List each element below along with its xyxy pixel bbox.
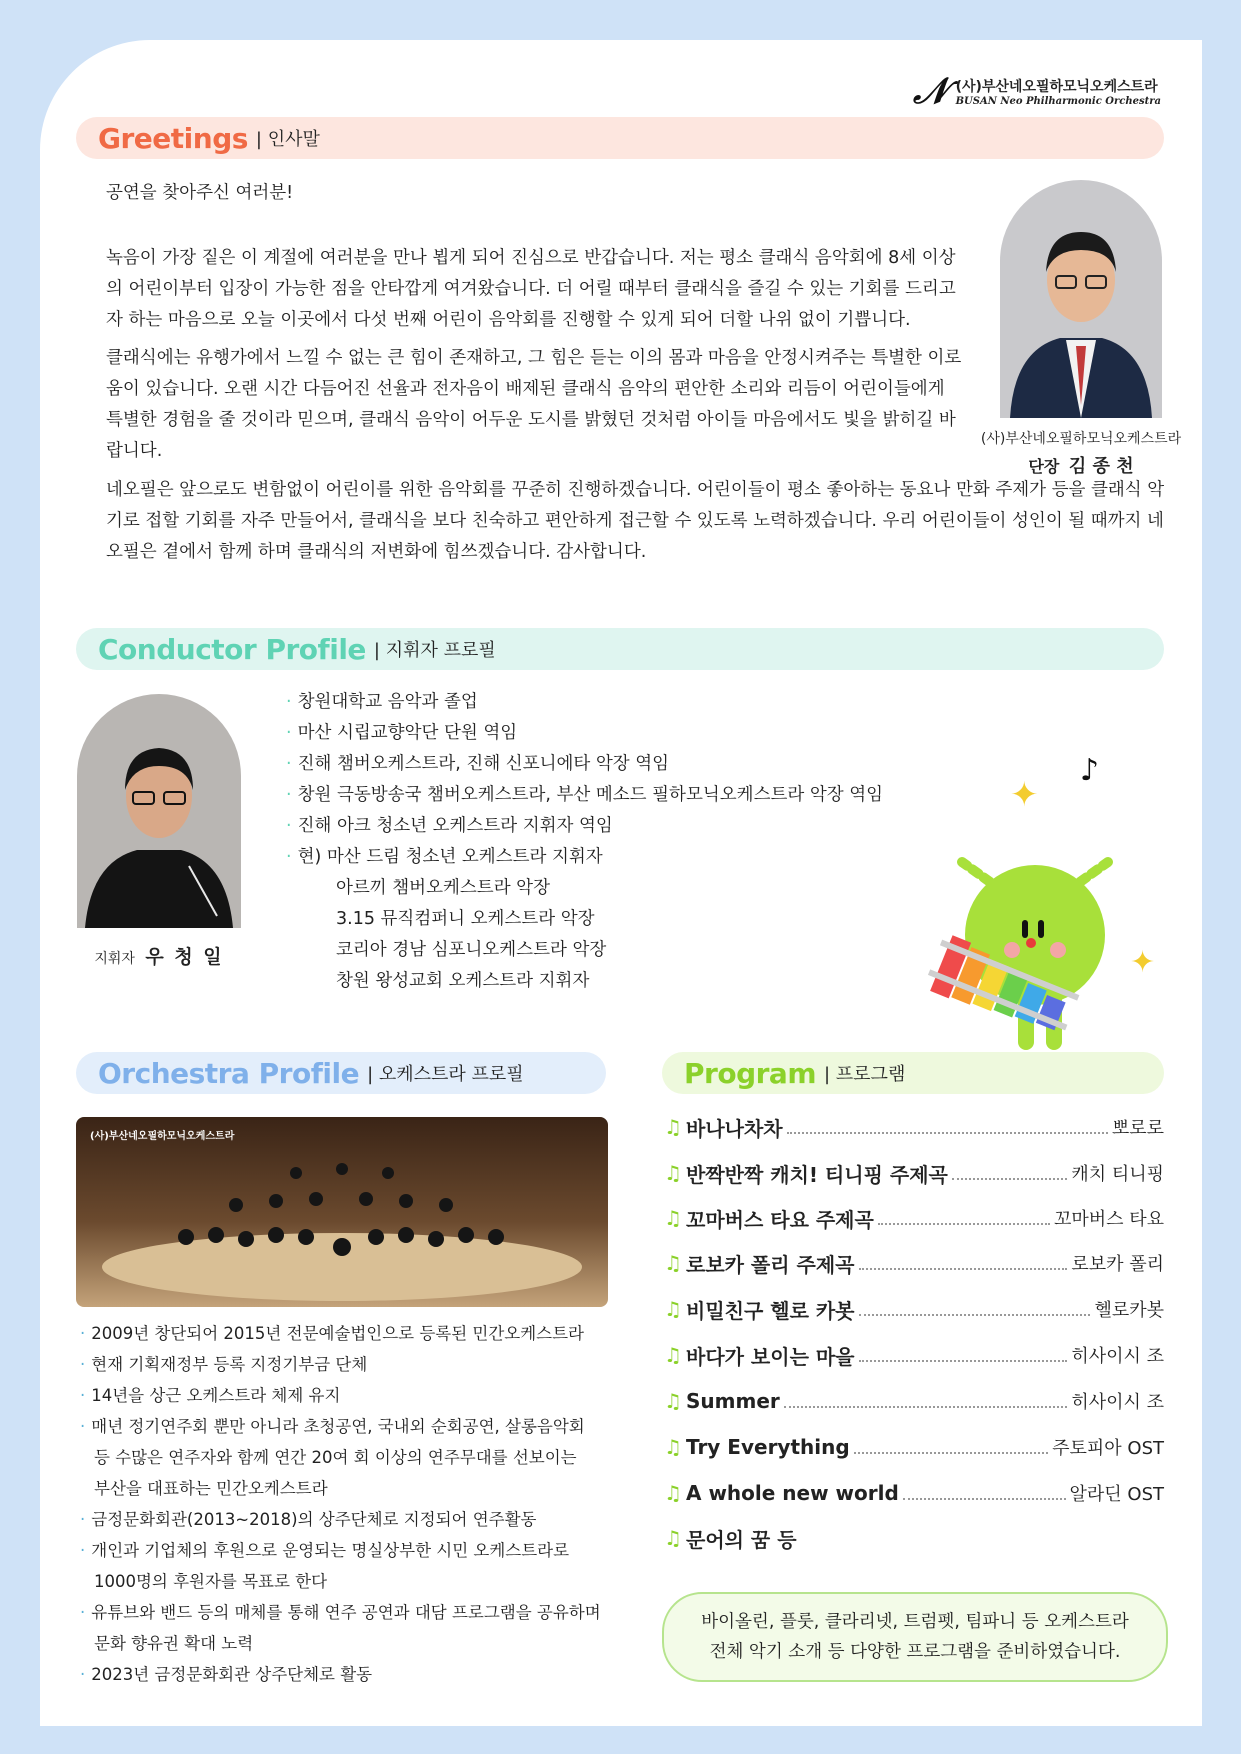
greetings-paragraph-3 [78, 475, 1168, 568]
conductor-title-en: Conductor Profile [98, 632, 366, 666]
program-item: ♫ Summer 히사이시 조 [664, 1389, 1164, 1413]
leader-dots [878, 1223, 1050, 1225]
orchestra-title-ko: | 오케스트라 프로필 [367, 1064, 524, 1085]
program-item: ♫ 비밀친구 헬로 카봇 헬로카봇 [664, 1297, 1164, 1323]
music-note-icon: ♪ [1080, 753, 1100, 788]
greetings-header [76, 117, 1164, 159]
music-note-icon: ♫ [664, 1526, 682, 1550]
sparkle-icon: ✦ [1130, 945, 1156, 980]
music-note-icon: ♫ [664, 1481, 682, 1505]
program-item: ♫ A whole new world 알라딘 OST [664, 1481, 1164, 1505]
program-title-en: Program [684, 1056, 816, 1090]
list-item: · 현재 기획재정부 등록 지정기부금 단체 [80, 1355, 368, 1374]
music-note-icon: ♫ [664, 1161, 682, 1185]
program-item: ♫ 꼬마버스 타요 주제곡 꼬마버스 타요 [664, 1206, 1164, 1232]
orchestra-title-en: Orchestra Profile [98, 1056, 360, 1090]
orchestra-logo [913, 70, 1161, 113]
director-org: (사)부산네오필하모닉오케스트라 [980, 431, 1182, 447]
greetings-paragraph-1 [78, 243, 963, 336]
program-note-line-1: 바이올린, 플룻, 클라리넷, 트럼펫, 팀파니 등 오케스트라 [701, 1612, 1129, 1632]
list-item: 문화 향유권 확대 노력 [94, 1634, 254, 1653]
orchestra-photo [76, 1117, 608, 1307]
greetings-title-en: Greetings [98, 121, 248, 155]
greetings-title-ko: | 인사말 [255, 129, 320, 150]
conductor-caption [77, 942, 241, 969]
leader-dots [859, 1314, 1091, 1316]
salutation-text: 공연을 찾아주신 여러분! [106, 183, 294, 203]
leader-dots [903, 1498, 1066, 1500]
conductor-role: 지휘자 [94, 951, 135, 967]
orchestra-header [76, 1052, 606, 1094]
orchestra-list [80, 1318, 601, 1690]
program-item: ♫ Try Everything 주토피아 OST [664, 1435, 1164, 1459]
list-item: 아르끼 챔버오케스트라 악장 [336, 878, 550, 898]
leader-dots [784, 1406, 1068, 1408]
music-note-icon: ♫ [664, 1115, 682, 1139]
director-name: 김 종 천 [1068, 456, 1134, 477]
program-header [662, 1052, 1164, 1094]
list-item: · 매년 정기연주회 뿐만 아니라 초청공연, 국내외 순회공연, 살롱음악회 [80, 1417, 585, 1436]
logo-korean: (사)부산네오필하모닉오케스트라 [955, 79, 1158, 95]
conductor-header [76, 628, 1164, 670]
music-note-icon: ♫ [664, 1343, 682, 1367]
conductor-title-ko: | 지휘자 프로필 [373, 640, 496, 661]
list-item: · 진해 아크 청소년 오케스트라 지휘자 역임 [286, 816, 613, 836]
logo-mark-icon: 𝒩 [913, 70, 948, 112]
list-item: 1000명의 후원자를 목표로 한다 [94, 1572, 328, 1591]
leader-dots [787, 1132, 1108, 1134]
list-item: · 금정문화회관(2013~2018)의 상주단체로 지정되어 연주활동 [80, 1510, 537, 1529]
paragraph-text: 클래식에는 유행가에서 느낄 수 없는 큰 힘이 존재하고, 그 힘은 듣는 이의 몸과 마음을 안정시켜주는 특별한 이로움이 있습니다. 오랜 시간 다듬어진 선율과 전자음이 배제된 클래식 음악의 편안한 소리와 리듬이 어린이들에게 특별한 경험을 줄 것이라 믿으며, 클래식 음악이 어두운 도시를 밝혔던 것처럼 아이들 마음에서도 빛을 밝히길 바랍니다. [106, 348, 962, 461]
music-note-icon: ♫ [664, 1206, 682, 1230]
photo-logo: (사)부산네오필하모닉오케스트라 [90, 1131, 235, 1142]
mascot-illustration [920, 750, 1180, 1060]
list-item: · 유튜브와 밴드 등의 매체를 통해 연주 공연과 대담 프로그램을 공유하며 [80, 1603, 601, 1622]
program-item: ♫ 바다가 보이는 마을 히사이시 조 [664, 1343, 1164, 1369]
list-item: 창원 왕성교회 오케스트라 지휘자 [336, 971, 590, 991]
program-note [662, 1592, 1168, 1682]
list-item: 코리아 경남 심포니오케스트라 악장 [336, 940, 607, 960]
list-item: · 2023년 금정문화회관 상주단체로 활동 [80, 1665, 373, 1684]
music-note-icon: ♫ [664, 1297, 682, 1321]
list-item: · 14년을 상근 오케스트라 체제 유지 [80, 1386, 341, 1405]
director-caption [970, 428, 1192, 478]
leader-dots [859, 1268, 1068, 1270]
director-photo [1000, 180, 1162, 418]
list-item: · 진해 챔버오케스트라, 진해 신포니에타 악장 역임 [286, 754, 670, 774]
music-note-icon: ♫ [664, 1389, 682, 1413]
logo-english: BUSAN Neo Philharmonic Orchestra [955, 96, 1161, 107]
list-item: · 마산 시립교향악단 단원 역임 [286, 723, 518, 743]
list-item: · 창원 극동방송국 챔버오케스트라, 부산 메소드 필하모닉오케스트라 악장 역임 [286, 785, 884, 805]
program-note-line-2: 전체 악기 소개 등 다양한 프로그램을 준비하였습니다. [709, 1642, 1121, 1662]
music-note-icon: ♫ [664, 1435, 682, 1459]
sparkle-icon: ✦ [1010, 775, 1039, 815]
list-item: 부산을 대표하는 민간오케스트라 [94, 1479, 328, 1498]
leader-dots [952, 1178, 1067, 1180]
leader-dots [854, 1452, 1048, 1454]
conductor-list [286, 687, 883, 997]
program-item: ♫ 로보카 폴리 주제곡 로보카 폴리 [664, 1251, 1164, 1277]
orchestra-group-icon [76, 1117, 608, 1307]
leader-dots [859, 1360, 1068, 1362]
greetings-salutation [78, 178, 1168, 209]
list-item: 등 수많은 연주자와 함께 연간 20여 회 이상의 연주무대를 선보이는 [94, 1448, 577, 1467]
list-item: · 현) 마산 드림 청소년 오케스트라 지휘자 [286, 847, 603, 867]
list-item: 3.15 뮤직컴퍼니 오케스트라 악장 [336, 909, 595, 929]
director-portrait-icon [1000, 180, 1162, 418]
conductor-photo [77, 694, 241, 928]
music-note-icon: ♫ [664, 1251, 682, 1275]
paragraph-text: 네오필은 앞으로도 변함없이 어린이를 위한 음악회를 꾸준히 진행하겠습니다. 어린이들이 평소 좋아하는 동요나 만화 주제가 등을 클래식 악기로 접할 기회를 자주 만들어서, 클래식을 보다 친숙하고 편안하게 접근할 수 있도록 노력하겠습니다. 우리 어린이들이 성인이 될 때까지 네오필은 곁에서 함께 하며 클래식의 저변화에 힘쓰겠습니다. 감사합니다. [106, 480, 1165, 562]
list-item: · 2009년 창단되어 2015년 전문예술법인으로 등록된 민간오케스트라 [80, 1324, 584, 1343]
conductor-name: 우 청 일 [145, 946, 224, 968]
conductor-portrait-icon [77, 694, 241, 928]
list-item: · 창원대학교 음악과 졸업 [286, 692, 478, 712]
program-item: ♫ 바나나차차 뽀로로 [664, 1115, 1164, 1141]
program-item: ♫ 반짝반짝 캐치! 티니핑 주제곡 캐치 티니핑 [664, 1161, 1164, 1187]
list-item: · 개인과 기업체의 후원으로 운영되는 명실상부한 시민 오케스트라로 [80, 1541, 570, 1560]
program-item: ♫ 문어의 꿈 등 [664, 1526, 797, 1552]
director-role: 단장 [1028, 457, 1060, 476]
paragraph-text: 녹음이 가장 짙은 이 계절에 여러분을 만나 뵙게 되어 진심으로 반갑습니다. 저는 평소 클래식 음악회에 8세 이상의 어린이부터 입장이 가능한 점을 안타깝게 여겨왔습니다. 더 어릴 때부터 클래식을 즐길 수 있는 기회를 드리고자 하는 마음으로 오늘 이곳에서 다섯 번째 어린이 음악회를 진행할 수 있게 되어 더할 나위 없이 기쁩니다. [106, 248, 956, 330]
greetings-paragraph-2 [78, 343, 963, 467]
program-title-ko: | 프로그램 [824, 1064, 906, 1085]
